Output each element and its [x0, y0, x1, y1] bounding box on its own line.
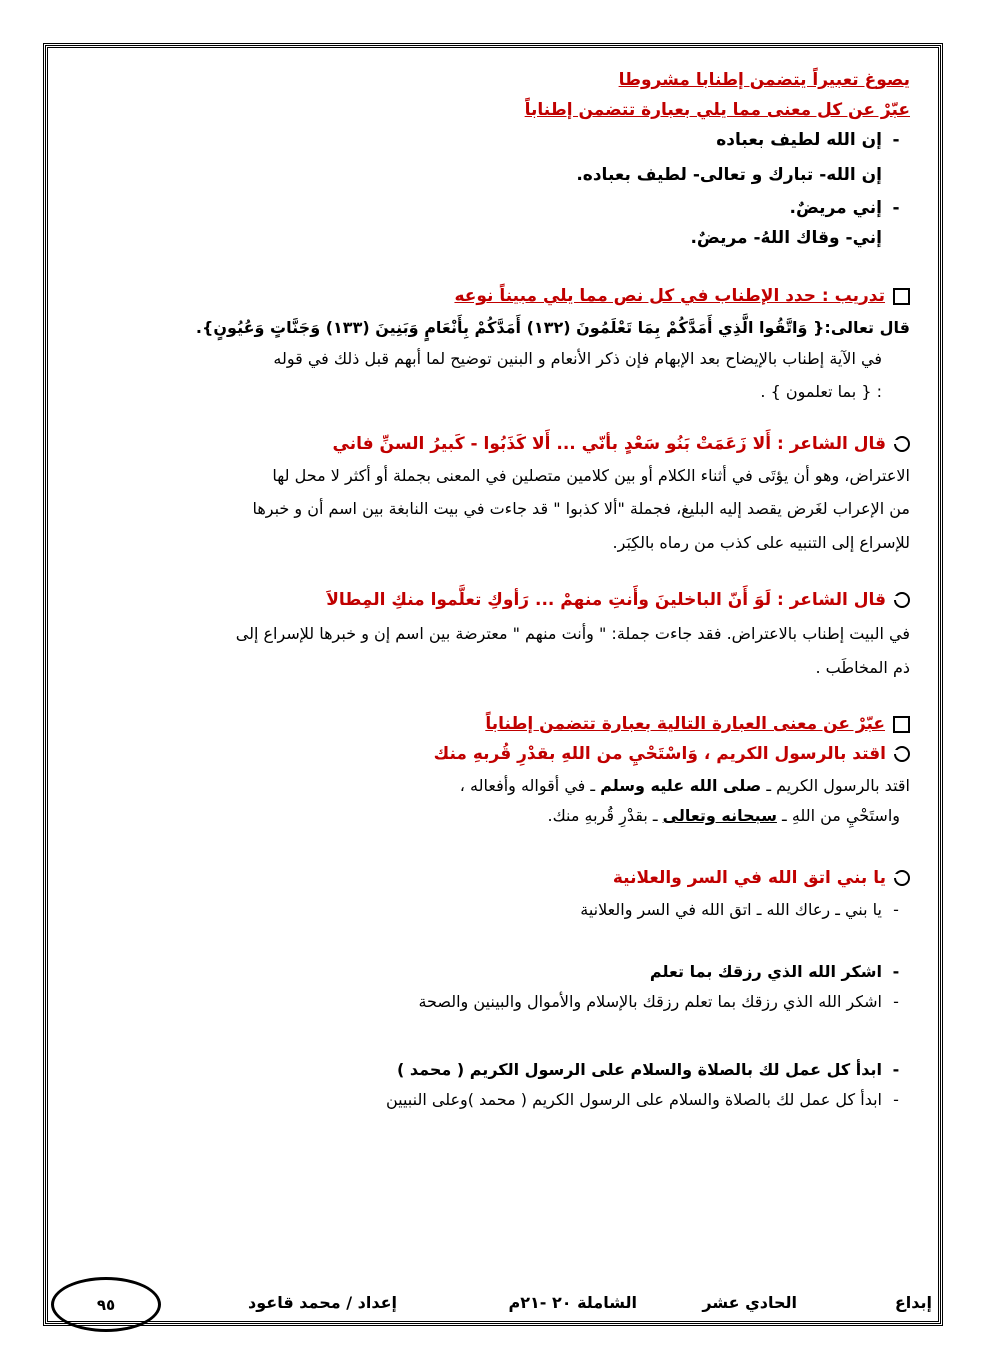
page-number-badge: [51, 1277, 161, 1332]
sec2-ayah: قال تعالى:{ وَاتَّقُوا الَّذِي أَمَدَّكُمْ بِمَا تَعْلَمُونَ (١٣٢) أَمَدَّكُمْ بِأَنْعَامٍ وَبَنِينَ (١٣٣) وَجَنَّاتٍ وَعُيُونٍ}.: [195, 318, 910, 337]
sec1-line-2: إن الله- تبارك و تعالى- لطيف بعباده.: [576, 165, 882, 185]
sec6-a3-text: ابدأ كل عمل لك بالصلاة والسلام على الرسول الكريم ( محمد )وعلى النبيين: [385, 1090, 882, 1109]
checkbox-icon: [893, 716, 910, 733]
footer-grade: الحادي عشر: [702, 1293, 797, 1312]
sec5-sub: [434, 744, 910, 764]
footer-book: الشاملة ٢٠ -٢١م: [508, 1293, 637, 1312]
dash: -: [892, 130, 900, 150]
page-number: ٩٥: [96, 1295, 116, 1314]
sec1-line-4: إني- وقاك اللهُ- مريضٌ.: [690, 228, 882, 248]
sec1-subtitle: عبّرْ عن كل معنى مما يلي بعبارة تتضمن إطناباً: [524, 100, 910, 120]
sec6-a2-text: اشكر الله الذي رزقك بما تعلم رزقك بالإسلام والأموال والبينين والصحة: [418, 992, 882, 1011]
footer-author: إعداد / محمد قاعود: [248, 1293, 397, 1312]
sec6-question-2: [650, 962, 910, 981]
sec6-question-3: [397, 1060, 910, 1079]
sec6-answer-3: [386, 1090, 910, 1109]
sec4-p1: في البيت إطناب بالاعتراض. فقد جاءت جملة: " وأنت منهم " معترضة بين اسم إن و خبرها للإسراع إلى: [235, 624, 910, 643]
sec1-item-1: [716, 130, 910, 150]
sec1-line-3: إني مريضٌ.: [789, 198, 882, 218]
dash: -: [893, 1090, 899, 1109]
checkbox-icon: [893, 288, 910, 305]
sec2-exp-2: : { بما تعلمون } .: [760, 382, 882, 401]
footer-brand: إبداع: [894, 1293, 932, 1312]
arrow-bullet-icon: [894, 870, 910, 886]
dash: -: [892, 198, 900, 218]
sec2-title: [454, 286, 910, 306]
dash: -: [892, 1060, 900, 1079]
sec6-answer-1: [580, 900, 910, 919]
a2-post: ـ بقدْرِ قُربهِ منك.: [547, 806, 663, 825]
sec6-q2-text: اشكر الله الذي رزقك بما تعلم: [649, 962, 882, 981]
sec3-p1: الاعتراض، وهو أن يؤتَى في أثناء الكلام أو بين كلامين متصلين في المعنى بجملة أو أكثر لا محل لها: [272, 466, 910, 485]
sec3-title: [333, 434, 910, 454]
sec1-item-2: [790, 198, 910, 218]
sec3-title-text: قال الشاعر : أَلا زَعَمَتْ بَنُو سَعْدٍ بأنّي ... أَلا كَذَبُوا - كَبيرُ السنِّ فاني: [332, 434, 886, 454]
sec3-p2: من الإعراب لغَرض يقصد إليه البليغ، فجملة "ألا كذبوا " قد جاءت في بيت النابغة بين اسم أن و خبرها: [252, 499, 910, 518]
arrow-bullet-icon: [894, 436, 910, 452]
dash: -: [892, 962, 900, 981]
sec5-title-text: عبّرْ عن معنى العبارة التالية بعبارة تتضمن إطناباً: [485, 714, 885, 734]
sec6-q3-text: ابدأ كل عمل لك بالصلاة والسلام على الرسول الكريم ( محمد ): [397, 1060, 882, 1079]
sec2-exp-1: في الآية إطناب بالإيضاح بعد الإبهام فإن ذكر الأنعام و البنين توضيح لما أبهم قبل ذلك في قوله: [273, 349, 882, 368]
sec6-a1-text: يا بني ـ رعاك الله ـ اتق الله في السر والعلانية: [580, 900, 882, 919]
a2-bold: سبحانه وتعالى: [662, 806, 777, 825]
arrow-bullet-icon: [894, 746, 910, 762]
sec4-title-text: قال الشاعر : لَوَ أَنّ الباخلينَ وأَنتِ منهمْ ... رَأوكِ تعلَّموا منكِ المِطالاَ: [326, 590, 886, 610]
dash: -: [893, 992, 899, 1011]
dash: -: [893, 900, 899, 919]
sec6-title: [613, 868, 910, 888]
a1-post: ـ في أقواله وأفعاله ،: [459, 776, 601, 795]
sec1-line-1: إن الله لطيف بعباده: [716, 130, 882, 150]
sec1-title: يصوغ تعبيراً يتضمن إطنابا مشروطا: [618, 70, 910, 90]
sec5-sub-text: اقتد بالرسول الكريم ، وَاسْتَحْيِ من اللهِ بقدْرِ قُربهِ منك: [433, 744, 886, 764]
sec5-title: [485, 714, 910, 734]
sec5-answer-1: [460, 776, 910, 795]
sec3-p3: للإسراع إلى التنبيه على كذب من رماه بالكِبَر.: [612, 533, 910, 552]
sec4-p2: ذم المخاطَب .: [815, 658, 910, 677]
a2-pre: واستَحْيِ من اللهِ ـ: [776, 806, 900, 825]
sec6-title-text: يا بني اتق الله في السر والعلانية: [612, 868, 886, 888]
arrow-bullet-icon: [894, 592, 910, 608]
sec2-title-text: تدريب : حدد الإطناب في كل نص مما يلي مبيناً نوعه: [454, 286, 885, 306]
sec6-answer-2: [418, 992, 910, 1011]
sec5-answer-2: [547, 806, 900, 825]
sec4-title: [326, 590, 910, 610]
a1-pre: اقتد بالرسول الكريم ـ: [761, 776, 910, 795]
a1-bold: صلى الله عليه وسلم: [600, 776, 762, 795]
